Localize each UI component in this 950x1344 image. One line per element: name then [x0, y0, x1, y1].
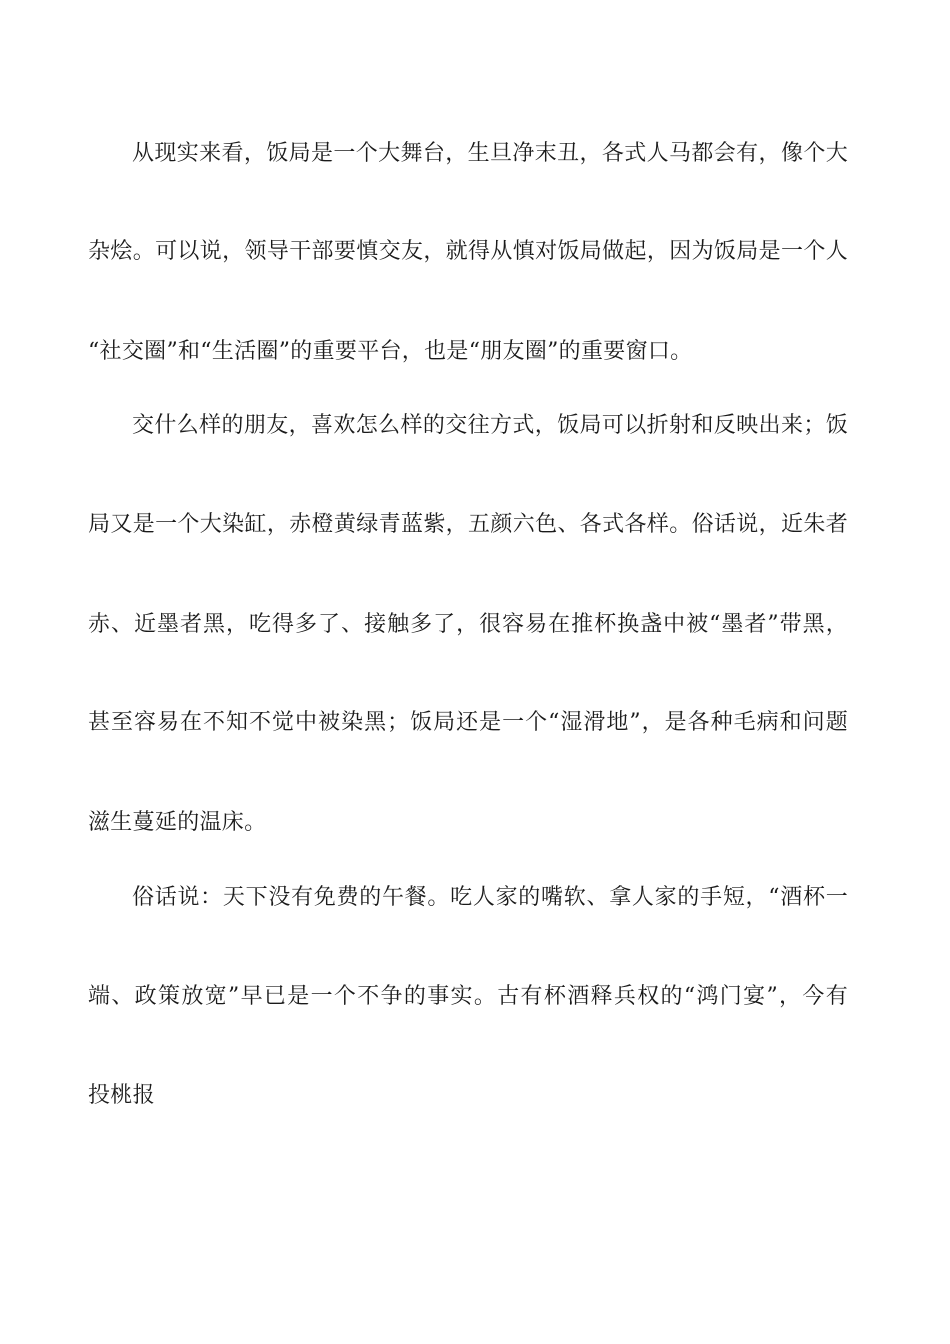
- paragraph-2-line-3: 赤、近墨者黑，吃得多了、接触多了，很容易在推杯换盏中被“墨者”带黑，: [88, 612, 848, 637]
- paragraph-1-line-1: 从现实来看，饭局是一个大舞台，生旦净末丑，各式人马都会有，像个大: [132, 141, 848, 166]
- paragraph-2-line-5: 滋生蔓延的温床。: [88, 810, 267, 835]
- paragraph-2-line-4: 甚至容易在不知不觉中被染黑；饭局还是一个“湿滑地”，是各种毛病和问题: [88, 710, 848, 735]
- paragraph-1-line-2: 杂烩。可以说，领导干部要慎交友，就得从慎对饭局做起，因为饭局是一个人: [88, 239, 848, 264]
- paragraph-2-line-2: 局又是一个大染缸，赤橙黄绿青蓝紫，五颜六色、各式各样。俗话说，近朱者: [88, 512, 848, 537]
- paragraph-1-line-3: “社交圈”和“生活圈”的重要平台，也是“朋友圈”的重要窗口。: [88, 339, 693, 364]
- paragraph-2-line-1: 交什么样的朋友，喜欢怎么样的交往方式，饭局可以折射和反映出来；饭: [132, 413, 848, 438]
- paragraph-3-line-2: 端、政策放宽”早已是一个不争的事实。古有杯酒释兵权的“鸿门宴”，今有: [88, 984, 848, 1009]
- paragraph-3-line-1: 俗话说：天下没有免费的午餐。吃人家的嘴软、拿人家的手短，“酒杯一: [132, 885, 848, 910]
- paragraph-3-line-3: 投桃报: [88, 1083, 155, 1108]
